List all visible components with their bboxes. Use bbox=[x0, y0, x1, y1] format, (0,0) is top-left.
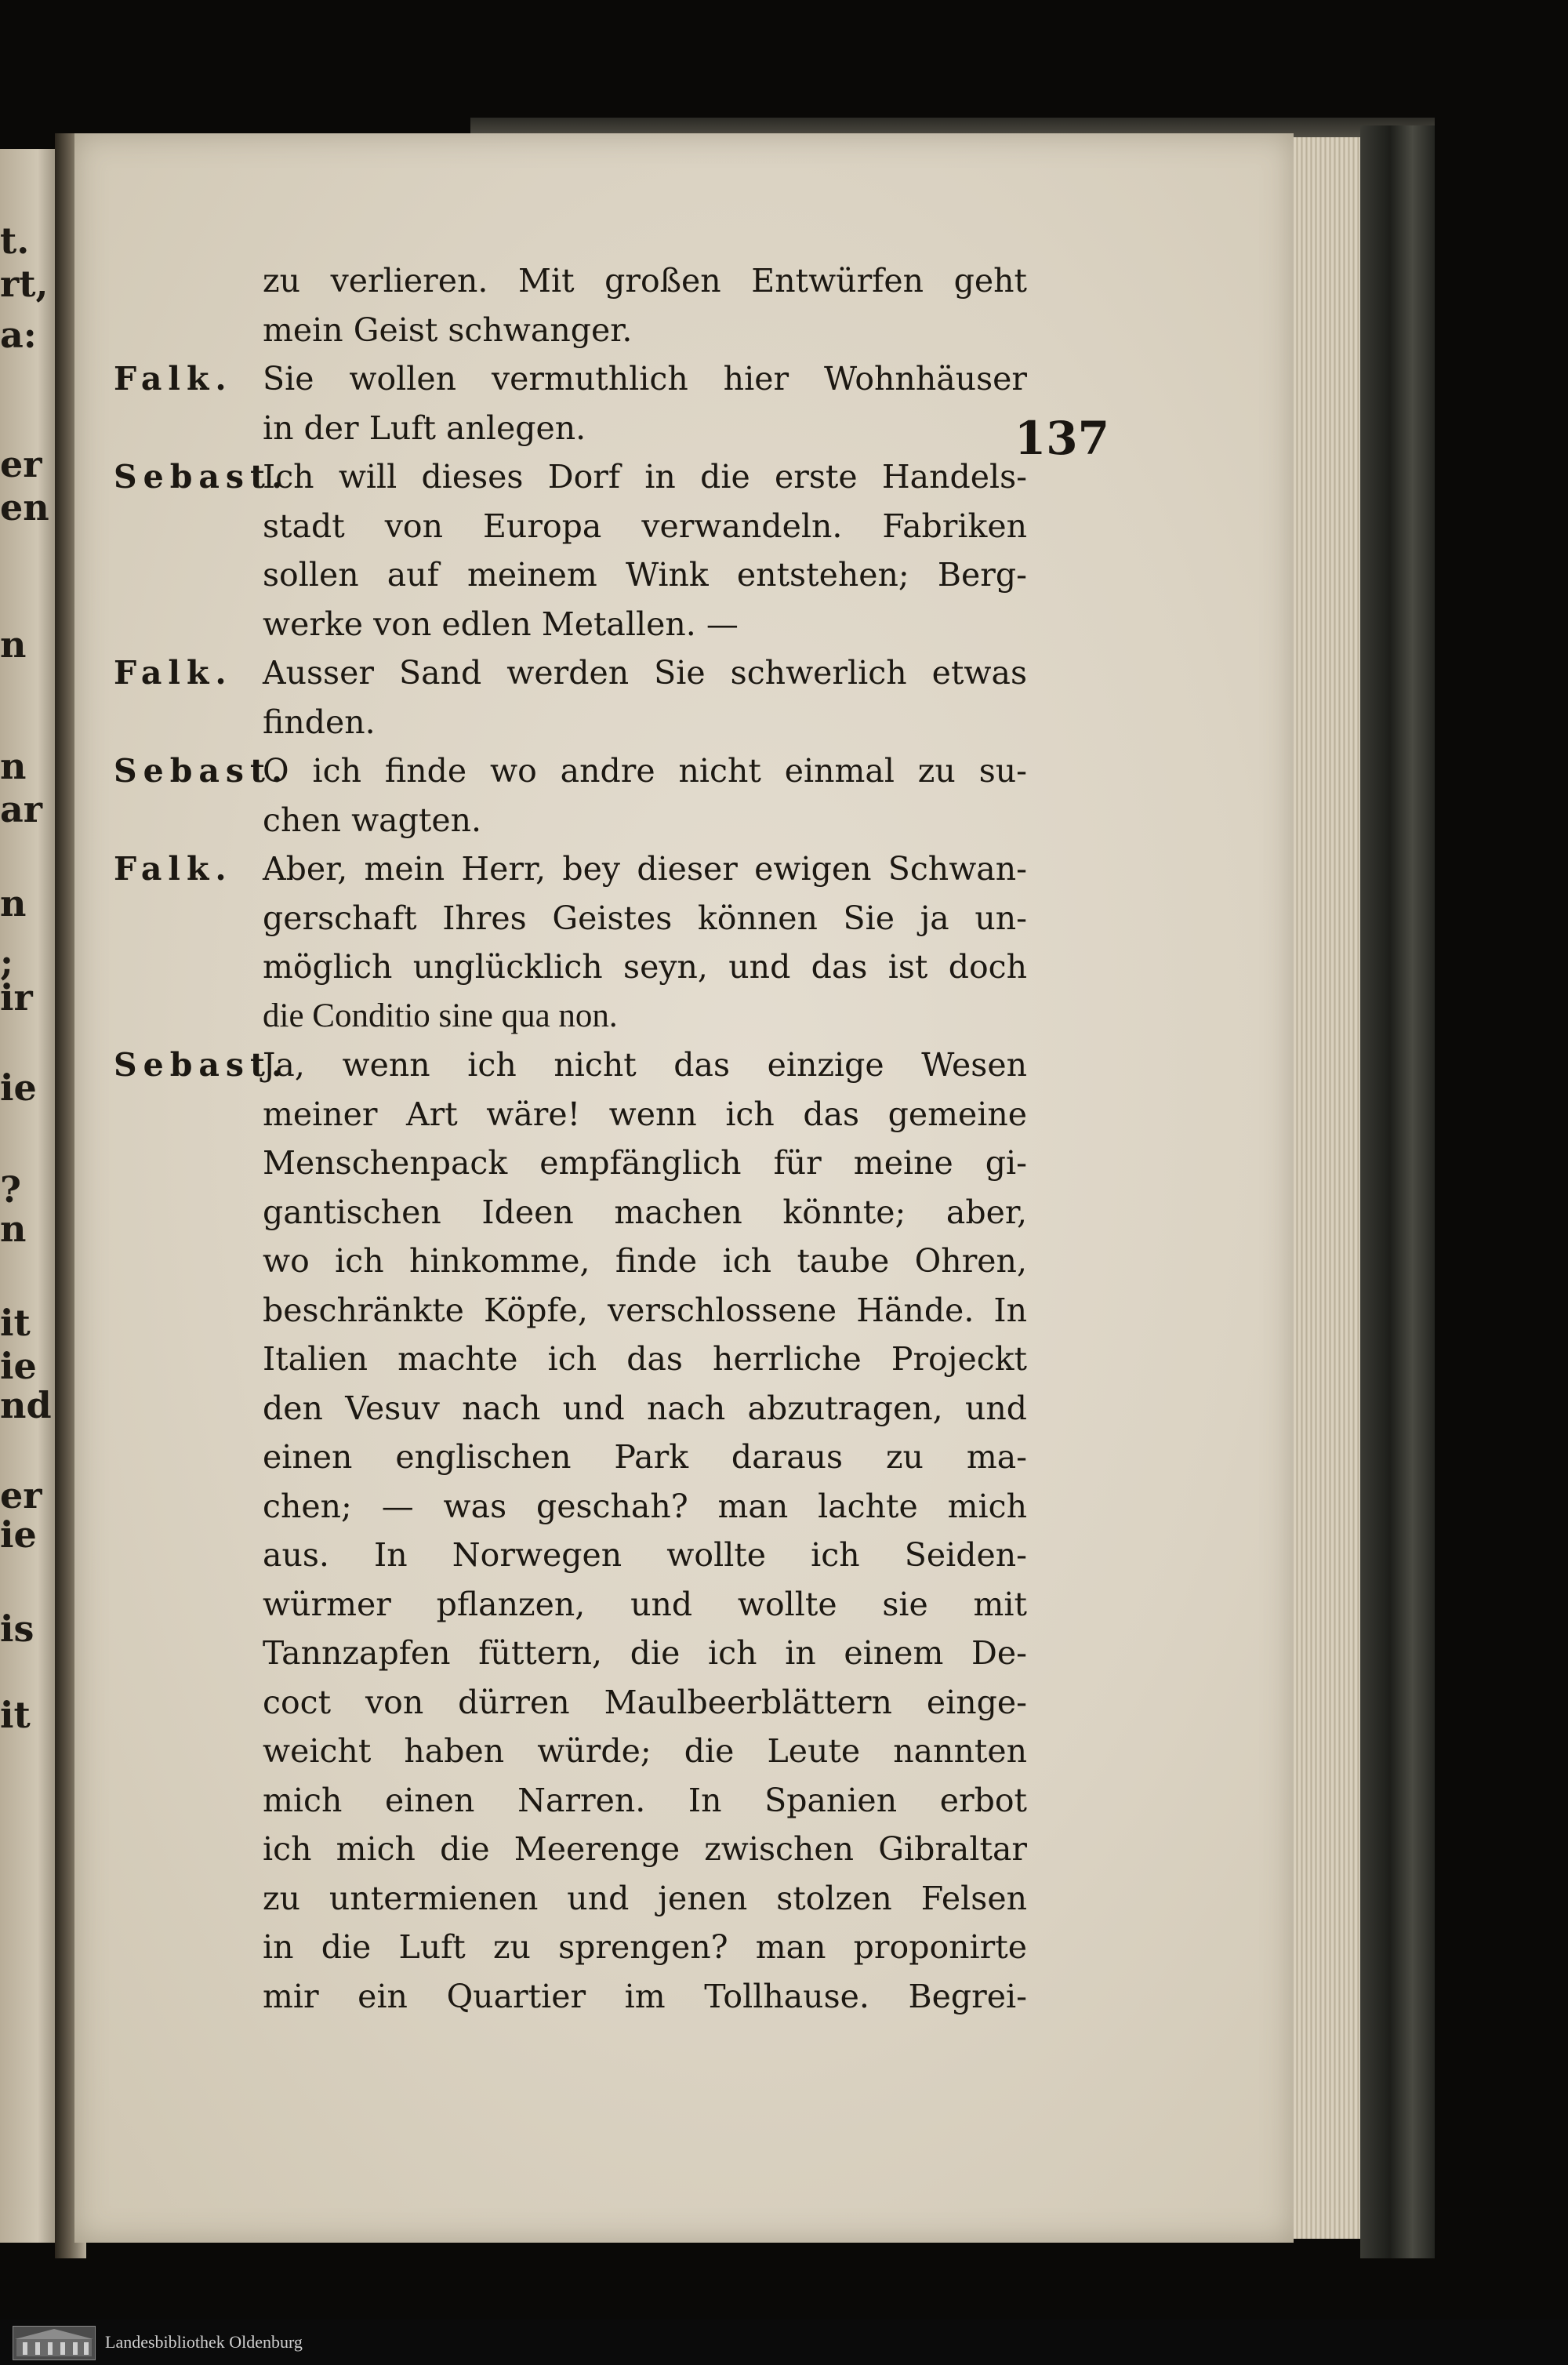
text-line: die Conditio sine qua non. bbox=[263, 997, 618, 1034]
text-line: aus. In Norwegen wollte ich Seiden- bbox=[263, 1536, 1027, 1574]
text-line: weicht haben würde; die Leute nannten bbox=[263, 1732, 1027, 1770]
fragment-text: ; bbox=[0, 941, 13, 983]
text-line: Tannzapfen füttern, die ich in einem De- bbox=[263, 1634, 1027, 1672]
fragment-text: n bbox=[0, 623, 27, 666]
speaker-label: Falk. bbox=[114, 654, 233, 692]
text-line: Ausser Sand werden Sie schwerlich etwas bbox=[263, 654, 1027, 692]
footer-bar bbox=[0, 2320, 1568, 2365]
text-line: stadt von Europa verwandeln. Fabriken bbox=[263, 507, 1027, 545]
fragment-text: it bbox=[0, 1694, 31, 1736]
text-line: würmer pflanzen, und wollte sie mit bbox=[263, 1585, 1027, 1623]
fragment-text: t. bbox=[0, 220, 30, 262]
book-cover-edge bbox=[1360, 125, 1435, 2258]
text-line: zu verlieren. Mit großen Entwürfen geht bbox=[263, 262, 1027, 300]
fragment-text: ir bbox=[0, 976, 33, 1019]
speaker-label: Sebast. bbox=[114, 752, 289, 790]
page-block-edges bbox=[1294, 137, 1360, 2239]
text-line: Sie wollen vermuthlich hier Wohnhäuser bbox=[263, 360, 1027, 398]
text-line: Ich will dieses Dorf in die erste Handels- bbox=[263, 458, 1027, 496]
text-line: chen; — was geschah? man lachte mich bbox=[263, 1487, 1027, 1525]
text-line: O ich finde wo andre nicht einmal zu su- bbox=[263, 752, 1027, 790]
text-line: mein Geist schwanger. bbox=[263, 311, 633, 349]
text-line: Menschenpack empfänglich für meine gi- bbox=[263, 1144, 1027, 1182]
previous-page-fragments bbox=[0, 149, 63, 2243]
fragment-text: ie bbox=[0, 1345, 37, 1387]
fragment-text: nd bbox=[0, 1384, 52, 1426]
text-line: werke von edlen Metallen. — bbox=[263, 605, 739, 643]
fragment-text: er bbox=[0, 443, 42, 485]
page-number: 137 bbox=[1014, 412, 1109, 465]
fragment-text: ie bbox=[0, 1066, 37, 1109]
footer-label: Landesbibliothek Oldenburg bbox=[105, 2332, 303, 2352]
text-line: Italien machte ich das herrliche Projeckt bbox=[263, 1340, 1027, 1378]
text-line: Aber, mein Herr, bey dieser ewigen Schwan- bbox=[263, 850, 1027, 888]
fragment-text: n bbox=[0, 882, 27, 925]
text-line: chen wagten. bbox=[263, 801, 482, 839]
text-line: sollen auf meinem Wink entstehen; Berg- bbox=[263, 556, 1027, 594]
library-logo-icon bbox=[13, 2326, 96, 2360]
text-line: zu untermienen und jenen stolzen Felsen bbox=[263, 1879, 1027, 1917]
previous-page-edge bbox=[0, 149, 63, 2243]
speaker-label: Sebast. bbox=[114, 1046, 289, 1084]
speaker-label: Sebast. bbox=[114, 458, 289, 496]
text-line: gerschaft Ihres Geistes können Sie ja un- bbox=[263, 899, 1027, 937]
text-line: beschränkte Köpfe, verschlossene Hände. In bbox=[263, 1291, 1027, 1329]
text-line: coct von dürren Maulbeerblättern einge- bbox=[263, 1683, 1027, 1721]
book-page bbox=[74, 133, 1294, 2243]
text-line: gantischen Ideen machen könnte; aber, bbox=[263, 1193, 1027, 1231]
text-line: mir ein Quartier im Tollhause. Begrei- bbox=[263, 1977, 1027, 2015]
fragment-text: ? bbox=[0, 1168, 21, 1211]
text-line: den Vesuv nach und nach abzutragen, und bbox=[263, 1389, 1027, 1427]
text-line: finden. bbox=[263, 703, 376, 741]
fragment-text: is bbox=[0, 1608, 34, 1650]
fragment-text: ar bbox=[0, 788, 43, 830]
text-line: in der Luft anlegen. bbox=[263, 409, 586, 447]
text-line: einen englischen Park daraus zu ma- bbox=[263, 1438, 1027, 1476]
text-line: meiner Art wäre! wenn ich das gemeine bbox=[263, 1095, 1027, 1133]
speaker-label: Falk. bbox=[114, 360, 233, 398]
fragment-text: en bbox=[0, 486, 49, 529]
text-line: möglich unglücklich seyn, und das ist doch bbox=[263, 948, 1027, 986]
text-line: in die Luft zu sprengen? man proponirte bbox=[263, 1928, 1027, 1966]
speaker-label: Falk. bbox=[114, 850, 233, 888]
fragment-text: er bbox=[0, 1474, 42, 1517]
fragment-text: n bbox=[0, 1208, 27, 1250]
fragment-text: ie bbox=[0, 1513, 37, 1556]
fragment-text: rt, bbox=[0, 263, 49, 305]
text-line: wo ich hinkomme, finde ich taube Ohren, bbox=[263, 1242, 1027, 1280]
fragment-text: it bbox=[0, 1302, 31, 1344]
text-line: Ja, wenn ich nicht das einzige Wesen bbox=[263, 1046, 1027, 1084]
fragment-text: a: bbox=[0, 314, 37, 356]
text-line: mich einen Narren. In Spanien erbot bbox=[263, 1781, 1027, 1819]
text-line: ich mich die Meerenge zwischen Gibraltar bbox=[263, 1830, 1027, 1868]
fragment-text: n bbox=[0, 745, 27, 787]
